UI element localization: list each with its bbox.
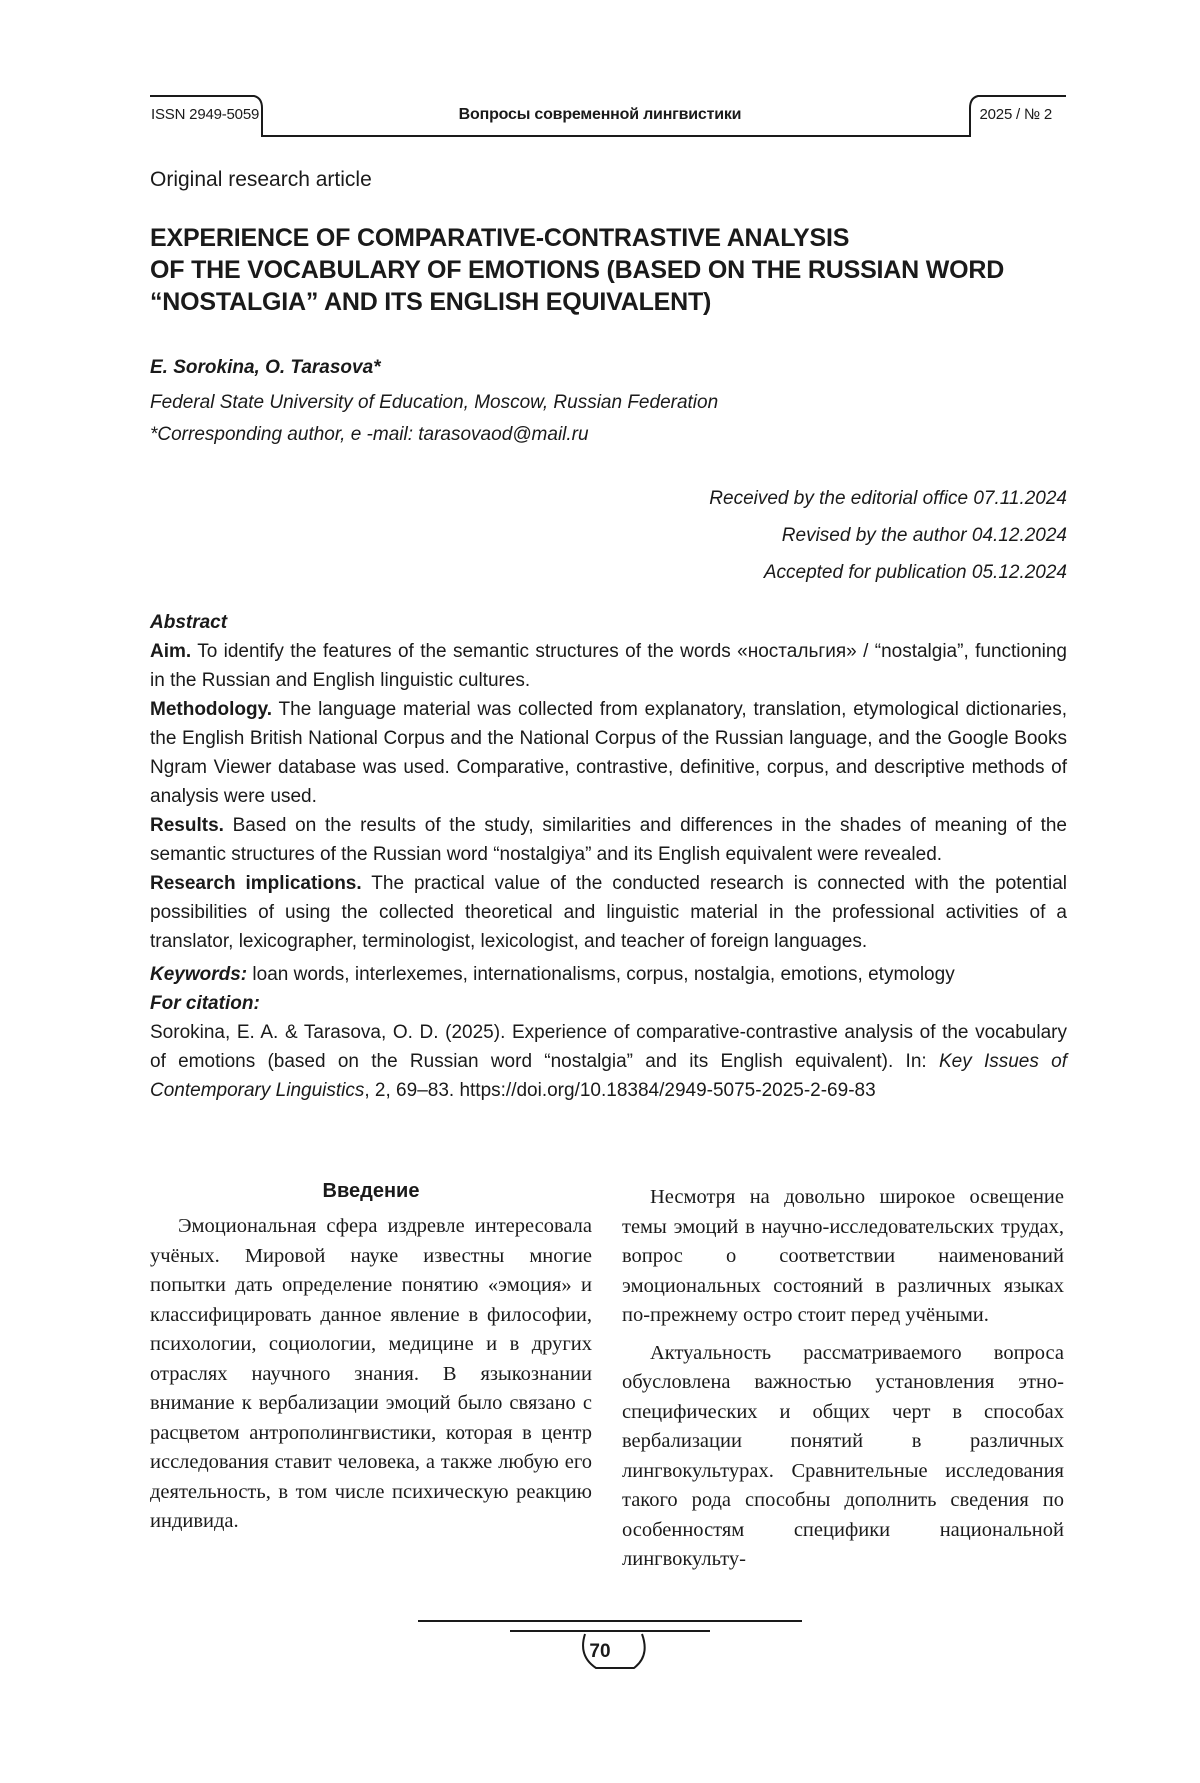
body-paragraph: Несмотря на довольно широкое освещение темы эмоций в научно-исследовательских трудах, вопрос о соответствии наименований эмоциональных состояний в различных языках по-прежнему остро стоит перед учёными. <box>622 1186 1064 1326</box>
date-revised: Revised by the author 04.12.2024 <box>781 525 1067 546</box>
body-paragraph: Эмоциональная сфера издревле интересовала учёных. Мировой науке известны многие попытки дать определение понятию «эмоция» и классифицировать данное явление в философии, психологии, социологии, медицине и в других отраслях научного знания. В языкознании внимание к вербализации эмоций было связано с расцветом антрополингвистики, которая в центр исследования ставит человека, а также любую его деятельность, в том числе психическую реакцию индивида. <box>150 1215 592 1532</box>
authors: E. Sorokina, O. Tarasova* <box>150 357 381 378</box>
aim-label: Aim. <box>150 641 192 662</box>
article-type: Original research article <box>150 168 372 191</box>
title-line: EXPERIENCE OF COMPARATIVE-CONTRASTIVE ANALYSIS <box>150 224 850 252</box>
abstract-aim <box>150 637 1067 695</box>
abstract-results <box>150 811 1067 869</box>
methodology-label: Methodology. <box>150 699 273 720</box>
abstract-implications <box>150 869 1067 956</box>
date-received: Received by the editorial office 07.11.2024 <box>709 488 1067 509</box>
citation <box>150 1018 1067 1105</box>
results-label: Results. <box>150 815 224 836</box>
article-title <box>150 222 1050 318</box>
journal-name: Вопросы современной лингвистики <box>458 106 742 123</box>
abstract-heading: Abstract <box>150 612 228 633</box>
results-text: Based on the results of the study, similarities and differences in the shades of meaning of the semantic structures of the Russian word “nostalgiya” and its English equivalent were revealed. <box>150 815 1067 865</box>
footer-rule <box>418 1620 802 1622</box>
citation-doi: , 2, 69–83. https://doi.org/10.18384/2949-5075-2025-2-69-83 <box>364 1080 876 1101</box>
keywords-label: Keywords: <box>150 964 248 985</box>
affiliation: Federal State University of Education, Moscow, Russian Federation <box>150 392 719 413</box>
corresponding-author: *Corresponding author, e -mail: tarasovaod@mail.ru <box>150 424 589 445</box>
body-paragraph: Актуальность рассматриваемого вопроса обусловлена важностью установления этно-специфических и общих черт в способах вербализации понятий в различных лингвокультурах. Сравнительные исследования такого рода способны дополнить сведения по особенностям специфики национальной лингвокульту- <box>622 1341 1064 1570</box>
methodology-text: The language material was collected from explanatory, translation, etymological dictionaries, the English British National Corpus and the National Corpus of the Russian language, and the Google Books Ngram Viewer database was used. Comparative, contrastive, definitive, corpus, and descriptive methods of analysis were used. <box>150 699 1067 807</box>
abstract-methodology <box>150 695 1067 811</box>
citation-journal: Key Issues of Contemporary Linguistics <box>150 1051 1067 1101</box>
body-column-right <box>622 1183 1064 1575</box>
section-heading: Введение <box>322 1180 420 1202</box>
implications-label: Research implications. <box>150 873 362 894</box>
footer-rule <box>510 1630 710 1632</box>
body-column-left <box>150 1178 592 1537</box>
issn: ISSN 2949-5059 <box>151 106 260 123</box>
implications-text: The practical value of the conducted research is connected with the potential possibilities of using the collected theoretical and linguistic material in the professional activities of a translator, lexicographer, terminologist, lexicologist, and teacher of foreign languages. <box>150 873 1068 952</box>
page-number: 70 <box>589 1641 611 1662</box>
aim-text: To identify the features of the semantic structures of the words «ностальгия» / “nostalgia”, functioning in the Russian and English linguistic cultures. <box>150 641 1067 691</box>
title-line: “NOSTALGIA” AND ITS ENGLISH EQUIVALENT) <box>150 288 712 316</box>
date-accepted: Accepted for publication 05.12.2024 <box>763 562 1067 583</box>
running-header-frame <box>0 0 1200 150</box>
publication-dates <box>709 480 1067 591</box>
keywords <box>150 960 1067 989</box>
issue-number: 2025 / № 2 <box>979 106 1052 123</box>
abstract <box>150 608 1067 1105</box>
citation-label: For citation: <box>150 993 260 1014</box>
title-line: OF THE VOCABULARY OF EMOTIONS (BASED ON THE RUSSIAN WORD <box>150 256 1005 284</box>
keywords-text: loan words, interlexemes, internationalisms, corpus, nostalgia, emotions, etymology <box>247 964 955 985</box>
citation-text: Sorokina, E. A. & Tarasova, O. D. (2025). Experience of comparative-contrastive analysis of the vocabulary of emotions (based on the Russian word “nostalgia” and its English equivalent). In: <box>150 1022 1067 1072</box>
